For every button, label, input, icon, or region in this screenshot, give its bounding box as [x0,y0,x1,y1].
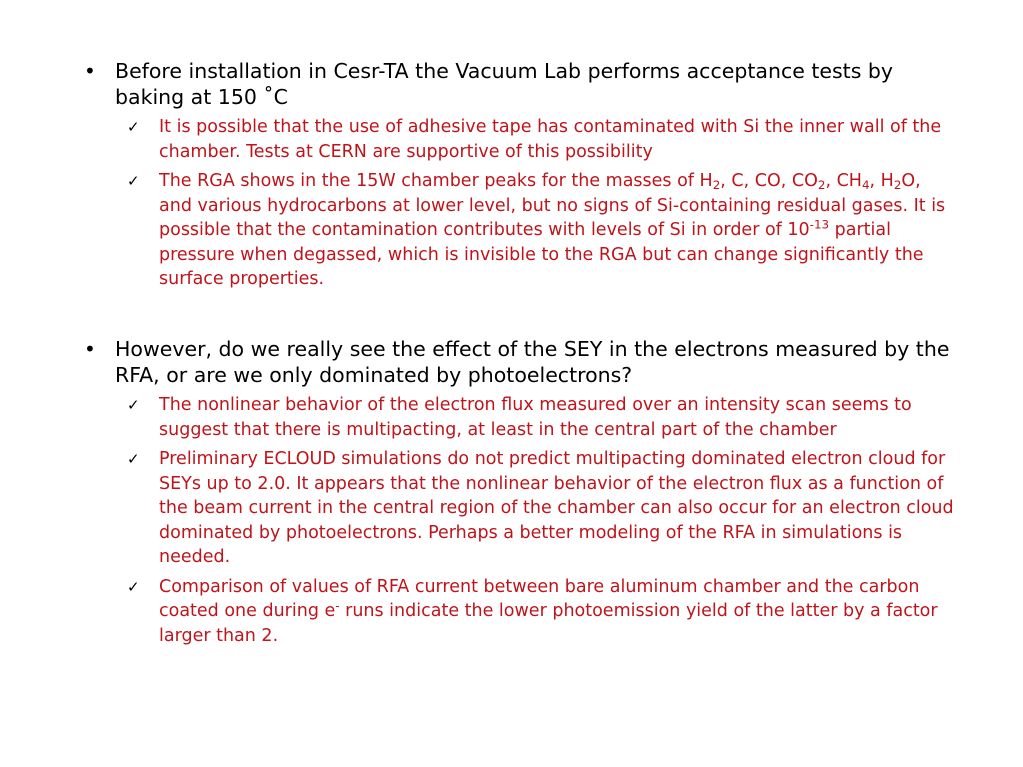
main-bullet-text: However, do we really see the effect of the SEY in the electrons measured by the RFA, or are we only dominated by photoelectrons? [115,337,950,387]
bullet-dot-icon: • [84,59,96,83]
sub-list-sey-question [84,393,954,648]
sub-bullet-text-part: Comparison of values of RFA current between bare aluminum chamber and the carbon coated one during e [159,576,920,621]
subscript: 4 [861,177,870,192]
subscript: 2 [893,177,902,192]
sub-list-acceptance-tests [84,115,954,292]
section-sey-question [84,336,954,653]
sub-bullet-text-part: , H [869,171,894,191]
sub-bullet-nonlinear-behavior [127,393,954,442]
superscript: - [335,598,340,613]
main-bullet-text: Before installation in Cesr-TA the Vacuum Lab performs acceptance tests by baking at 150 ˚C [115,59,894,109]
sub-bullet-text: It is possible that the use of adhesive tape has contaminated with Si the inner wall of the chamber. Tests at CERN are supportive of this possibility [159,117,942,162]
sub-bullet-ecloud-simulations [127,447,954,570]
checkmark-icon: ✓ [127,118,140,136]
sub-bullet-text-part: partial pressure when degassed, which is invisible to the RGA but can change significantly the surface properties. [159,220,924,289]
checkmark-icon: ✓ [127,577,140,596]
sub-bullet-adhesive-tape [127,115,954,164]
checkmark-icon: ✓ [127,396,140,414]
subscript: 2 [817,177,826,192]
sub-bullet-rga-peaks [127,169,954,292]
sub-bullet-text-part: O, and various hydrocarbons at lower level, but no signs of Si-containing residual gases. It is possible that the contamination contributes with levels of Si in order of 10 [159,171,946,240]
checkmark-icon: ✓ [127,450,140,468]
main-bullet-sey-question [84,336,954,388]
bullet-dot-icon: • [84,337,96,361]
checkmark-icon: ✓ [127,172,140,190]
main-bullet-acceptance-tests [84,58,954,110]
sub-bullet-text-part: runs indicate the lower photoemission yield of the latter by a factor larger than 2. [159,601,938,646]
sub-bullet-text: Preliminary ECLOUD simulations do not predict multipacting dominated electron cloud for SEYs up to 2.0. It appears that the nonlinear behavior of the electron flux as a function of the beam current in the central region of the chamber can also occur for an electron cloud dominated by photoelectrons. Perhaps a better modeling of the RFA in simulations is needed. [159,449,954,567]
sub-bullet-text-part: , CH [825,171,862,191]
sub-bullet-text: The nonlinear behavior of the electron flux measured over an intensity scan seems to suggest that there is multipacting, at least in the central part of the chamber [159,395,912,440]
sub-bullet-text-part: The RGA shows in the 15W chamber peaks for the masses of H [159,171,713,191]
sub-bullet-text-part: , C, CO, CO [720,171,818,191]
section-acceptance-tests [84,58,954,297]
sub-bullet-rfa-comparison [127,575,954,649]
subscript: 2 [712,177,721,192]
superscript: -13 [809,217,830,232]
